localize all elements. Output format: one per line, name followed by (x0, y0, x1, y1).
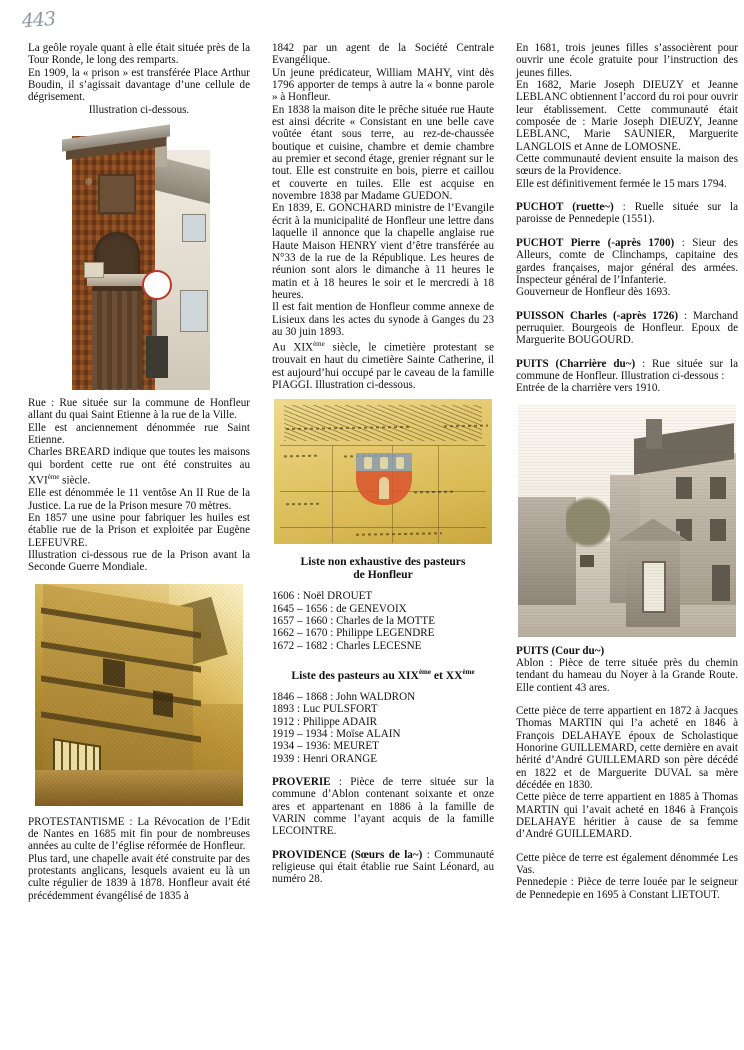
left-intro-paragraph-1: La geôle royale quant à elle était située près de la Tour Ronde, le long des remparts. (28, 42, 250, 67)
list-2-ordinal-1: ème (418, 668, 431, 677)
pastor-list-1-item: 1657 – 1660 : Charles de la MOTTE (272, 615, 435, 627)
old-register-document (274, 399, 492, 544)
neighbour-window-2 (180, 290, 208, 332)
entry-pennedepie-term: Pennedepie (516, 876, 568, 889)
rue-paragraph-4: En 1857 une usine pour fabriquer les huiles est établie rue de la Prison et exploitée par Eugène LEFEUVRE. (28, 511, 250, 549)
pastor-list-2-title (272, 666, 494, 682)
entry-protestantisme-term: PROTESTANTISME (28, 815, 125, 828)
entry-providence (272, 849, 494, 886)
entry-pennedepie-text: : Pièce de terre louée par le seigneur de Pennedepie en 1695 à Constant LIETOUT. (516, 876, 738, 901)
entry-proverie-term: PROVERIE (272, 775, 331, 788)
illustration-note-1: Illustration ci-dessous. (88, 103, 190, 116)
century-suffix: siècle, le cimetière protestant se trouvait en haut du cimetière Sainte Catherine, il est aujourd’hui occupé par le caveau de la famille PIAGGI. Illustration ci-dessous. (272, 341, 494, 391)
middle-column (266, 42, 500, 902)
shield-charge-1 (364, 457, 372, 469)
neighbour-window-1 (182, 214, 206, 242)
shield-charge-4 (379, 477, 389, 499)
list-2-title-middle: et XX (430, 668, 463, 682)
right-column (510, 42, 744, 902)
entry-proverie-text: : Pièce de terre située sur la commune d’Ablon contenant soixante et onze ares et appartenant en 1886 à la famille de VARIN comme l’ayant acquis de la famille LECOINTRE. (272, 775, 494, 838)
three-column-layout (0, 42, 744, 902)
ruled-line-1 (280, 445, 486, 446)
entry-puchot-ruette (516, 201, 738, 226)
entry-puits-charriere-term: PUITS (Charrière du~) (516, 357, 636, 370)
photo-grain (518, 405, 736, 637)
middle-paragraph-3: En 1838 la maison dite le prêche située rue Haute est ainsi décrite « Consistant en une belle cave voûtée étant sous terre, au rez-de-chaussée boutique et cuisine, chambre et demie chambre au premier et second étage, grenier régnant sur le tout. Elle est construite en bois, pierre et caillou et couverte en tuiles. Elle est acquise en novembre 1838 par Madame GUEDON. (272, 103, 494, 203)
hatched-header (284, 405, 482, 441)
entry-protestantisme (28, 816, 250, 853)
ablon-paragraph-1: Cette pièce de terre appartient en 1872 à Jacques Thomas MARTIN qui l’a acheté en 1846 à François DELAHAYE époux de Scholastique Honorine GUILLEMARD, cette dernière en avait hérité d’André GUILLEMARD son père décédé en 1822 et de Marguerite DUVAL sa mère décédée en 1830. (516, 704, 738, 792)
entry-rue (28, 397, 250, 422)
entry-protestantisme-text: : La Révocation de l’Edit de Nantes en 1685 mit fin pour de nombreuses années au culte de l’église réformée de Honfleur. (28, 815, 250, 853)
list-2-ordinal-2: ème (462, 668, 475, 677)
pastor-list-2-item: 1919 – 1934 : Moïse ALAIN (272, 727, 401, 740)
entry-puits-charriere-caption: Entrée de la charrière vers 1910. (516, 382, 661, 395)
pastor-list-1-title-line-2: de Honfleur (353, 568, 413, 582)
entry-puchot-pierre-text: : Sieur des Alleurs, comte de Clinchamps, capitaine des gardes françaises, major général des armées. Inspecteur général de l’Infanterie. (516, 236, 738, 286)
wooden-door (92, 287, 142, 389)
charriere-du-puits-photo (518, 405, 736, 637)
pastor-list-2-item: 1934 – 1936: MEURET (272, 740, 379, 753)
entry-puchot-pierre-term: PUCHOT Pierre (-après 1700) (516, 236, 675, 249)
entry-puisson-term: PUISSON Charles (-après 1726) (516, 309, 679, 322)
entry-puchot-ruette-text: : Ruelle située sur la paroisse de Pennedepie (1551). (516, 201, 738, 226)
ruled-line-3 (280, 527, 486, 528)
pastor-list-1-item: 1672 – 1682 : Charles LECESNE (272, 639, 422, 652)
left-column (22, 42, 256, 902)
right-paragraph-3: Cette communauté devient ensuite la maison des sœurs de la Providence. (516, 153, 738, 178)
column-rule-2 (438, 445, 439, 543)
pastor-list-2-item: 1846 – 1868 : John WALDRON (272, 690, 416, 703)
right-paragraph-1: En 1681, trois jeunes filles s’associèrent pour ouvrir une école gratuite pour l’instruction des jeunes filles. (516, 42, 738, 79)
photo-grain (35, 584, 243, 806)
street-sign-icon (142, 270, 172, 300)
middle-paragraph-4: En 1839, E. GONCHARD ministre de l’Evangile écrit à la municipalité de Honfleur une lettre dans laquelle il annonce que la chapelle anglaise rue Haute Maison HENRY vient d’être transférée au N°33 de la rue de la République. Les heures de réunion sont alors le dimanche à 11 heures le matin et à 18 heures le soir et le mercredi à 18 heures. (272, 202, 494, 301)
entry-proverie (272, 776, 494, 838)
rue-paragraph-2: Charles BREARD indique que toutes les maisons qui bordent cette rue ont été construites au XVIème siècle. (28, 446, 250, 487)
shield-charge-3 (396, 457, 404, 469)
rue-paragraph-5: Illustration ci-dessous rue de la Prison avant la Seconde Guerre Mondiale. (28, 548, 250, 574)
rue-paragraph-1: Elle est anciennement dénommée rue Saint Etienne. (28, 421, 250, 447)
pastor-list-2-item: 1939 : Henri ORANGE (272, 752, 378, 765)
column-rule-1 (332, 445, 333, 543)
entry-providence-text: : Communauté religieuse qui était établie rue Saint Léonard, au numéro 28. (272, 848, 494, 886)
entry-puits-cour-title: PUITS (Cour du~) (516, 644, 605, 657)
entry-providence-term: PROVIDENCE (Sœurs de la~) (272, 848, 423, 861)
left-intro-paragraph-2: En 1909, la « prison » est transférée Place Arthur Boudin, il s’agissait davantage d’une cellule de dégrisement. (28, 66, 250, 104)
pastor-list-1-item: 1645 – 1656 : de GENEVOIX (272, 602, 407, 615)
upper-window (98, 174, 136, 214)
middle-paragraph-6 (272, 338, 494, 391)
stone-facade-photo (54, 122, 224, 390)
century-prefix: Au XIX (272, 341, 314, 354)
entry-rue-term: Rue (28, 397, 46, 410)
middle-paragraph-2: Un jeune prédicateur, William MAHY, vint dès 1796 apporter de temps à autre la « bonne parole » à Honfleur. (272, 66, 494, 104)
list-2-title-prefix: Liste des pasteurs au XIX (291, 668, 419, 682)
entry-puits-charriere-text: : Rue située sur la commune de Honfleur. Illustration ci-dessous : (516, 357, 738, 382)
entry-puits-charriere (516, 358, 738, 383)
shield-charge-2 (380, 457, 388, 469)
ablon-paragraph-3: Cette pièce de terre est également dénommée Les Vas. (516, 851, 738, 877)
entry-puisson-text: : Marchand perruquier. Bourgeois de Honfleur. Epoux de Marguerite BOUGOURD. (516, 309, 738, 347)
protestantisme-paragraph-2: Plus tard, une chapelle avait été construite par des protestants anglicans, lesquels avaient eu là un culte régulier de 1839 à 1878. Honfleur avait été précédemment évangélisé de 1835 à (28, 852, 250, 902)
handwritten-page-number: 443 (21, 7, 56, 33)
spacer (272, 581, 494, 590)
rue-paragraph-3: Elle est dénommée le 11 ventôse An II Rue de la Justice. La rue de la Prison mesure 70 mètres. (28, 487, 250, 512)
entry-ablon (516, 657, 738, 694)
coat-of-arms (356, 453, 412, 505)
wall-plaque (84, 262, 104, 278)
right-paragraph-4: Elle est définitivement fermée le 15 mars 1794. (516, 177, 727, 190)
entry-puisson (516, 310, 738, 347)
pastor-list-1-item: 1606 : Noël DROUET (272, 590, 373, 603)
middle-paragraph-5: Il est fait mention de Honfleur comme annexe de Lisieux dans les actes du synode à Ganges du 23 au 30 juin 1893. (272, 301, 494, 338)
entry-ablon-text: : Pièce de terre située près du chemin tendant du hameau du Noyer à la Grande Route. Elle contient 43 ares. (516, 656, 738, 694)
middle-paragraph-1: 1842 par un agent de la Société Centrale Evangélique. (272, 42, 494, 67)
entry-ablon-term: Ablon (516, 656, 544, 669)
pastor-list-2-item: 1893 : Luc PULSFORT (272, 703, 378, 716)
entry-pennedepie (516, 876, 738, 901)
century-ordinal-suffix: ème (313, 340, 325, 349)
street-bin (146, 336, 168, 378)
spacer (272, 682, 494, 691)
pastor-list-2-item: 1912 : Philippe ADAIR (272, 715, 378, 728)
entry-puchot-pierre-extra: Gouverneur de Honfleur dès 1693. (516, 286, 671, 299)
entry-puchot-ruette-term: PUCHOT (ruette~) (516, 201, 614, 214)
right-paragraph-2: En 1682, Marie Joseph DIEUZY et Jeanne LEBLANC obtiennent l’accord du roi pour ouvrir leur établissement. Cette communauté était composée de : Marie Joseph DIEUZY, Jeanne LEBLANC, Marie SAUNIER, Marguerite LANGLOIS et Anne de LOMOSNE. (516, 79, 738, 153)
entry-rue-text: : Rue située sur la commune de Honfleur allant du quai Saint Etienne à la rue de la Ville. (28, 397, 250, 422)
rue-de-la-prison-photo (35, 584, 243, 806)
pastor-list-1-item: 1662 – 1670 : Philippe LEGENDRE (272, 627, 435, 640)
ablon-paragraph-2: Cette pièce de terre appartient en 1885 à Thomas MARTIN qui l’avait acheté en 1846 à François DELAHAYE héritier à cause de sa femme d’André GUILLEMARD. (516, 791, 738, 841)
ordinal-suffix: ème (47, 473, 60, 482)
pastor-list-1-title-line-1: Liste non exhaustive des pasteurs (300, 555, 466, 569)
entry-puchot-pierre (516, 237, 738, 286)
